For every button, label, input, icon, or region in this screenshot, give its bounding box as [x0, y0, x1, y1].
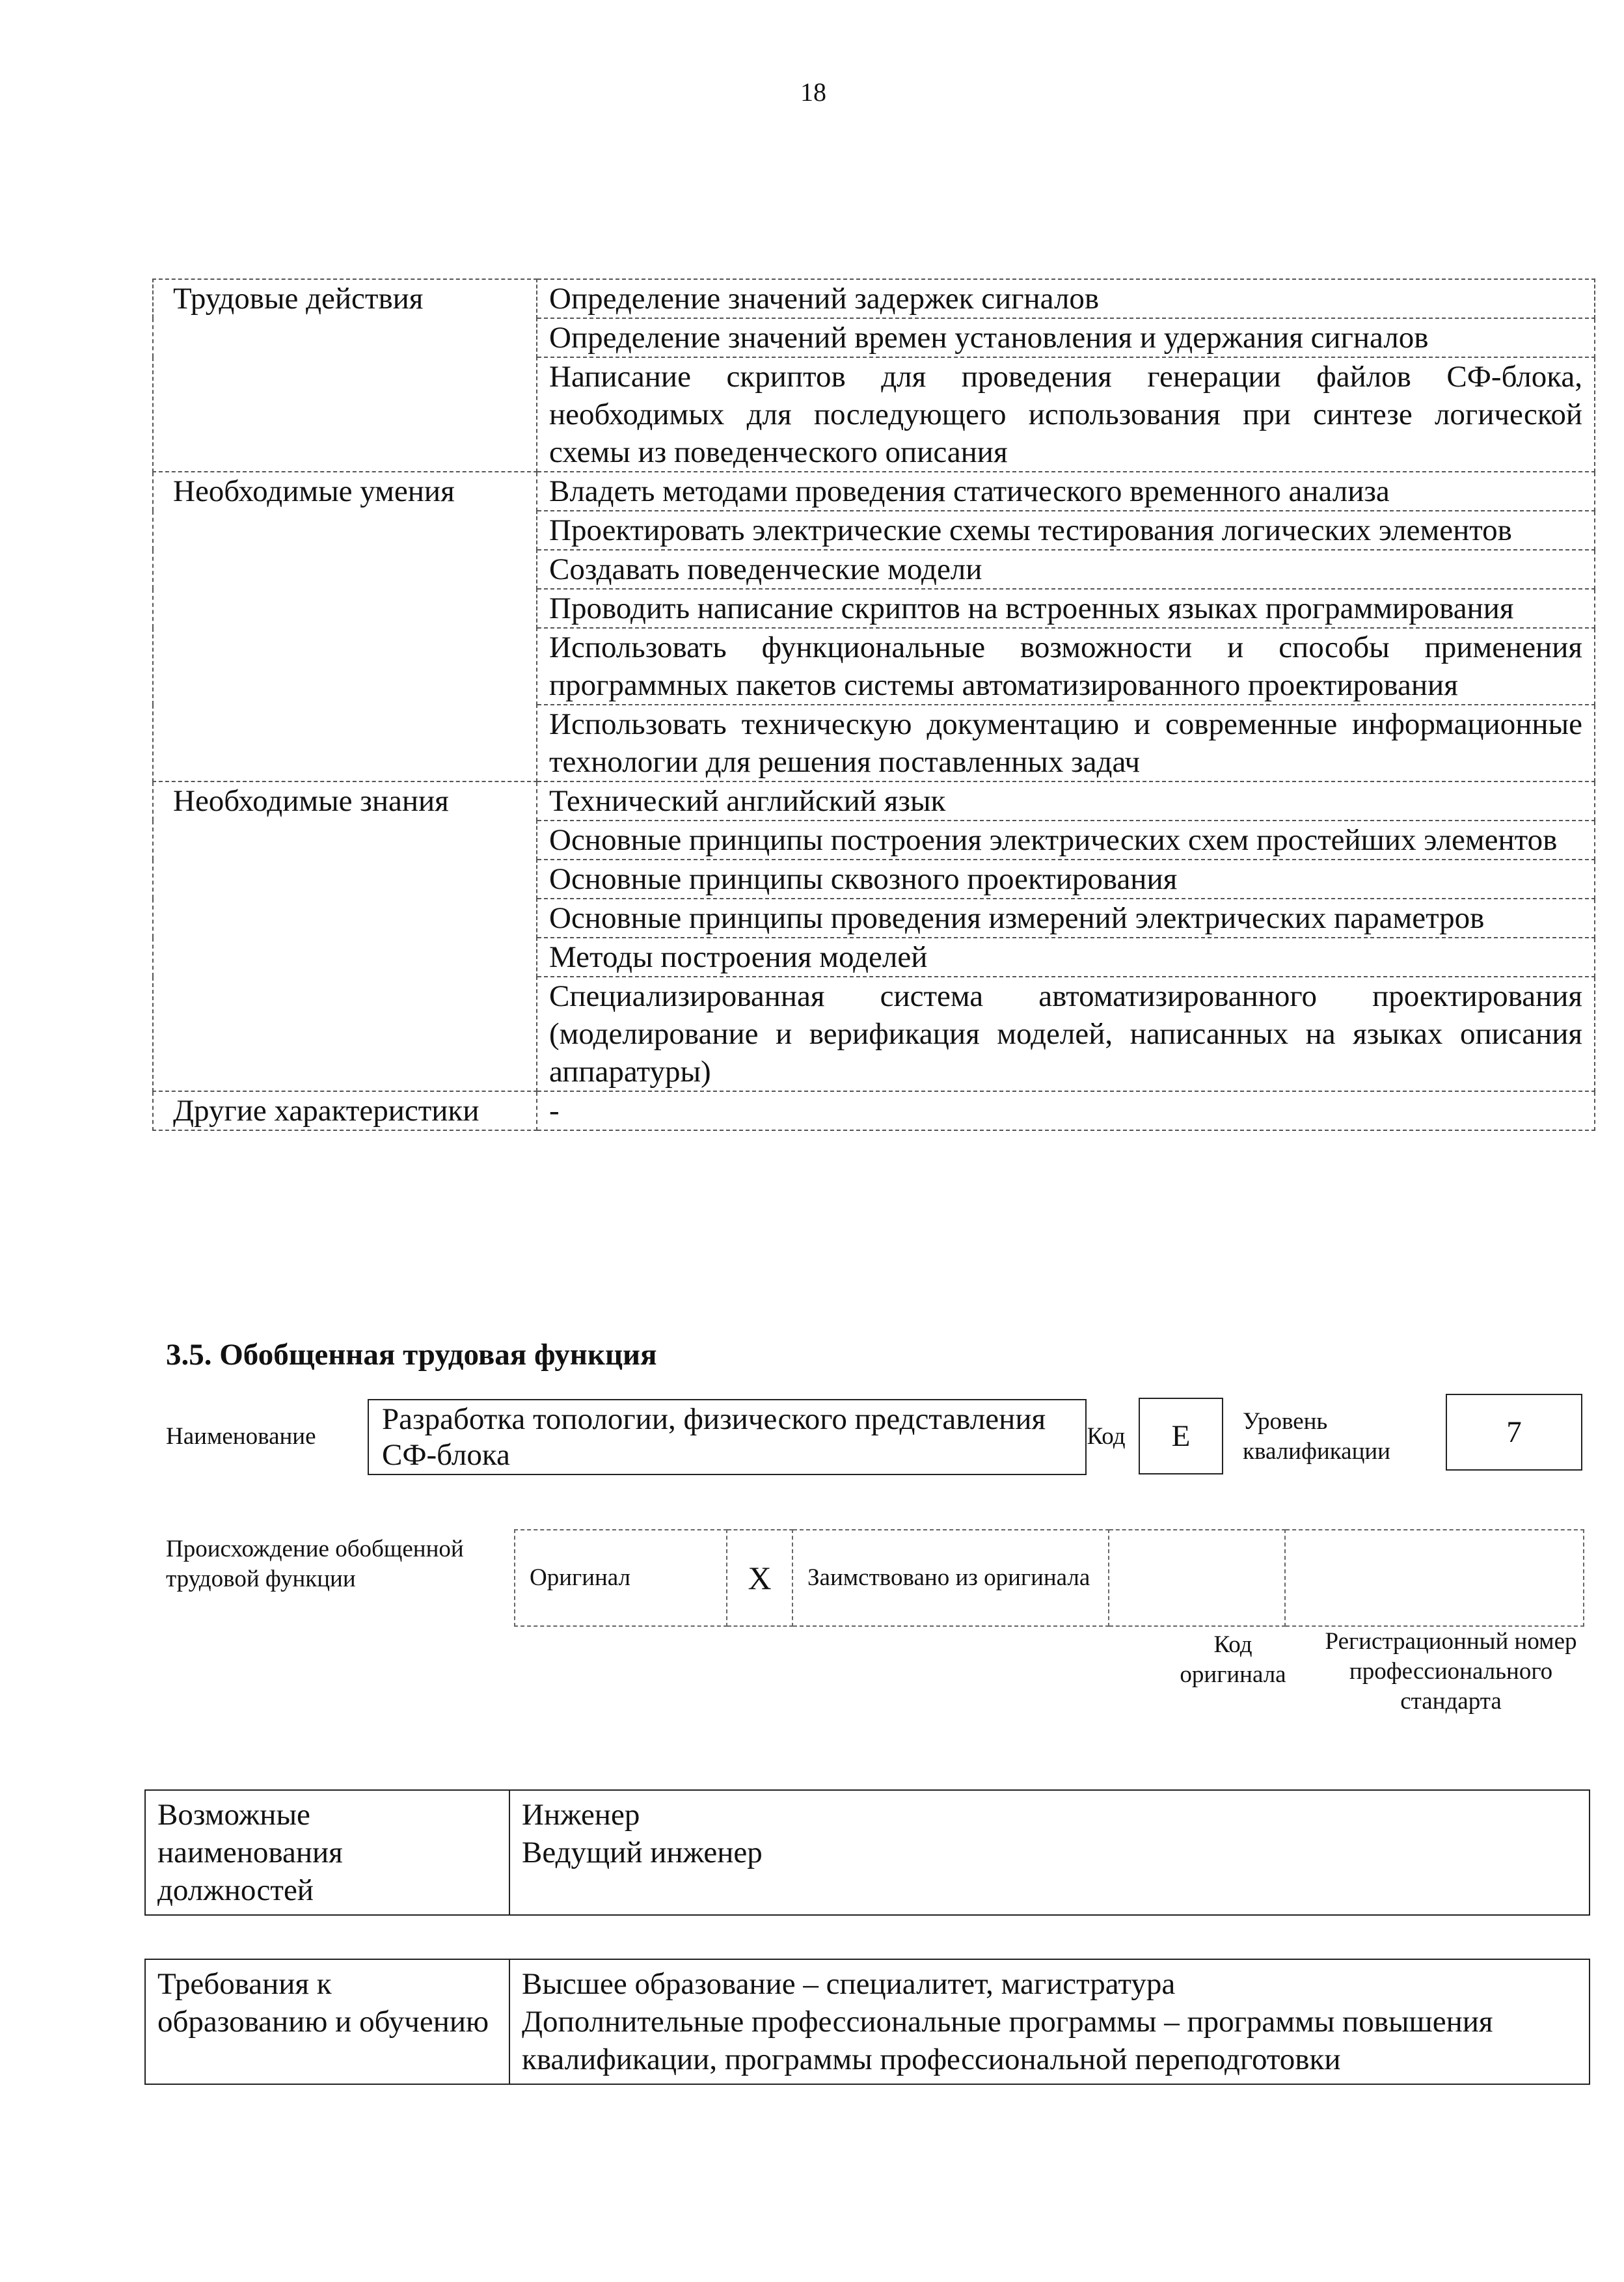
competency-item: Определение значений задержек сигналов [537, 279, 1595, 318]
positions-values [509, 1790, 1590, 1915]
competency-item: Создавать поведенческие модели [537, 550, 1595, 589]
code-box [1139, 1398, 1223, 1474]
group-label-labor-actions: Трудовые действия [153, 279, 537, 472]
group-label-other: Другие характеристики [153, 1091, 537, 1130]
level-box [1446, 1394, 1582, 1471]
original-mark: X [727, 1530, 792, 1626]
name-label: Наименование [166, 1423, 316, 1450]
education-item: Дополнительные профессиональные программы – программы повышения квалификации, программы профессиональной переподготовки [522, 2005, 1493, 2076]
competency-item: Технический английский язык [537, 781, 1595, 821]
origin-label: Происхождение обобщенной трудовой функции [166, 1536, 464, 1592]
competency-item: Использовать функциональные возможности и способы применения программных пакетов системы автоматизированного проектирования [537, 628, 1595, 705]
education-table [144, 1959, 1590, 2085]
competency-item: Написание скриптов для проведения генерации файлов СФ-блока, необходимых для последующего использования при синтезе логической схемы из поведенческого описания [537, 357, 1595, 472]
competency-table [152, 278, 1595, 1131]
competency-item: Владеть методами проведения статического временного анализа [537, 472, 1595, 511]
original-code-cell [1109, 1530, 1285, 1626]
competency-item: Основные принципы построения электрических схем простейших элементов [537, 821, 1595, 860]
borrowed-label: Заимствовано из оригинала [792, 1530, 1109, 1626]
code-original-caption: Код оригинала [1180, 1631, 1286, 1688]
competency-item: Использовать техническую документацию и современные информационные технологии для решения поставленных задач [537, 705, 1595, 781]
reg-number-caption: Регистрационный номер профессионального стандарта [1325, 1628, 1577, 1715]
competency-item: Проектировать электрические схемы тестирования логических элементов [537, 511, 1595, 550]
competency-item: Методы построения моделей [537, 938, 1595, 977]
level-label: Уровень квалификации [1243, 1408, 1390, 1465]
group-label-knowledge: Необходимые знания [153, 781, 537, 1091]
function-name-value: Разработка топологии, физического представления СФ-блока [382, 1402, 1046, 1472]
section-title: 3.5. Обобщенная трудовая функция [166, 1338, 657, 1372]
code-label: Код [1087, 1423, 1126, 1450]
original-label: Оригинал [515, 1530, 727, 1626]
page-number: 18 [800, 77, 826, 107]
competency-item: Проводить написание скриптов на встроенных языках программирования [537, 589, 1595, 628]
education-label: Требования к образованию и обучению [145, 1959, 509, 2084]
origin-table [514, 1529, 1584, 1627]
position-item: Ведущий инженер [522, 1836, 763, 1869]
competency-item: Основные принципы проведения измерений электрических параметров [537, 899, 1595, 938]
registration-number-cell [1285, 1530, 1584, 1626]
competency-item: - [537, 1091, 1595, 1130]
positions-table [144, 1789, 1590, 1916]
group-label-skills: Необходимые умения [153, 472, 537, 781]
level-value: 7 [1506, 1415, 1522, 1449]
competency-item: Специализированная система автоматизированного проектирования (моделирование и верификация моделей, написанных на языках описания аппаратуры) [537, 977, 1595, 1091]
education-values [509, 1959, 1590, 2084]
education-item: Высшее образование – специалитет, магистратура [522, 1967, 1176, 2001]
position-item: Инженер [522, 1798, 640, 1832]
function-name-box [368, 1399, 1087, 1475]
code-value: E [1171, 1419, 1191, 1453]
positions-label: Возможные наименования должностей [145, 1790, 509, 1915]
competency-item: Основные принципы сквозного проектирования [537, 860, 1595, 899]
competency-item: Определение значений времен установления и удержания сигналов [537, 318, 1595, 357]
